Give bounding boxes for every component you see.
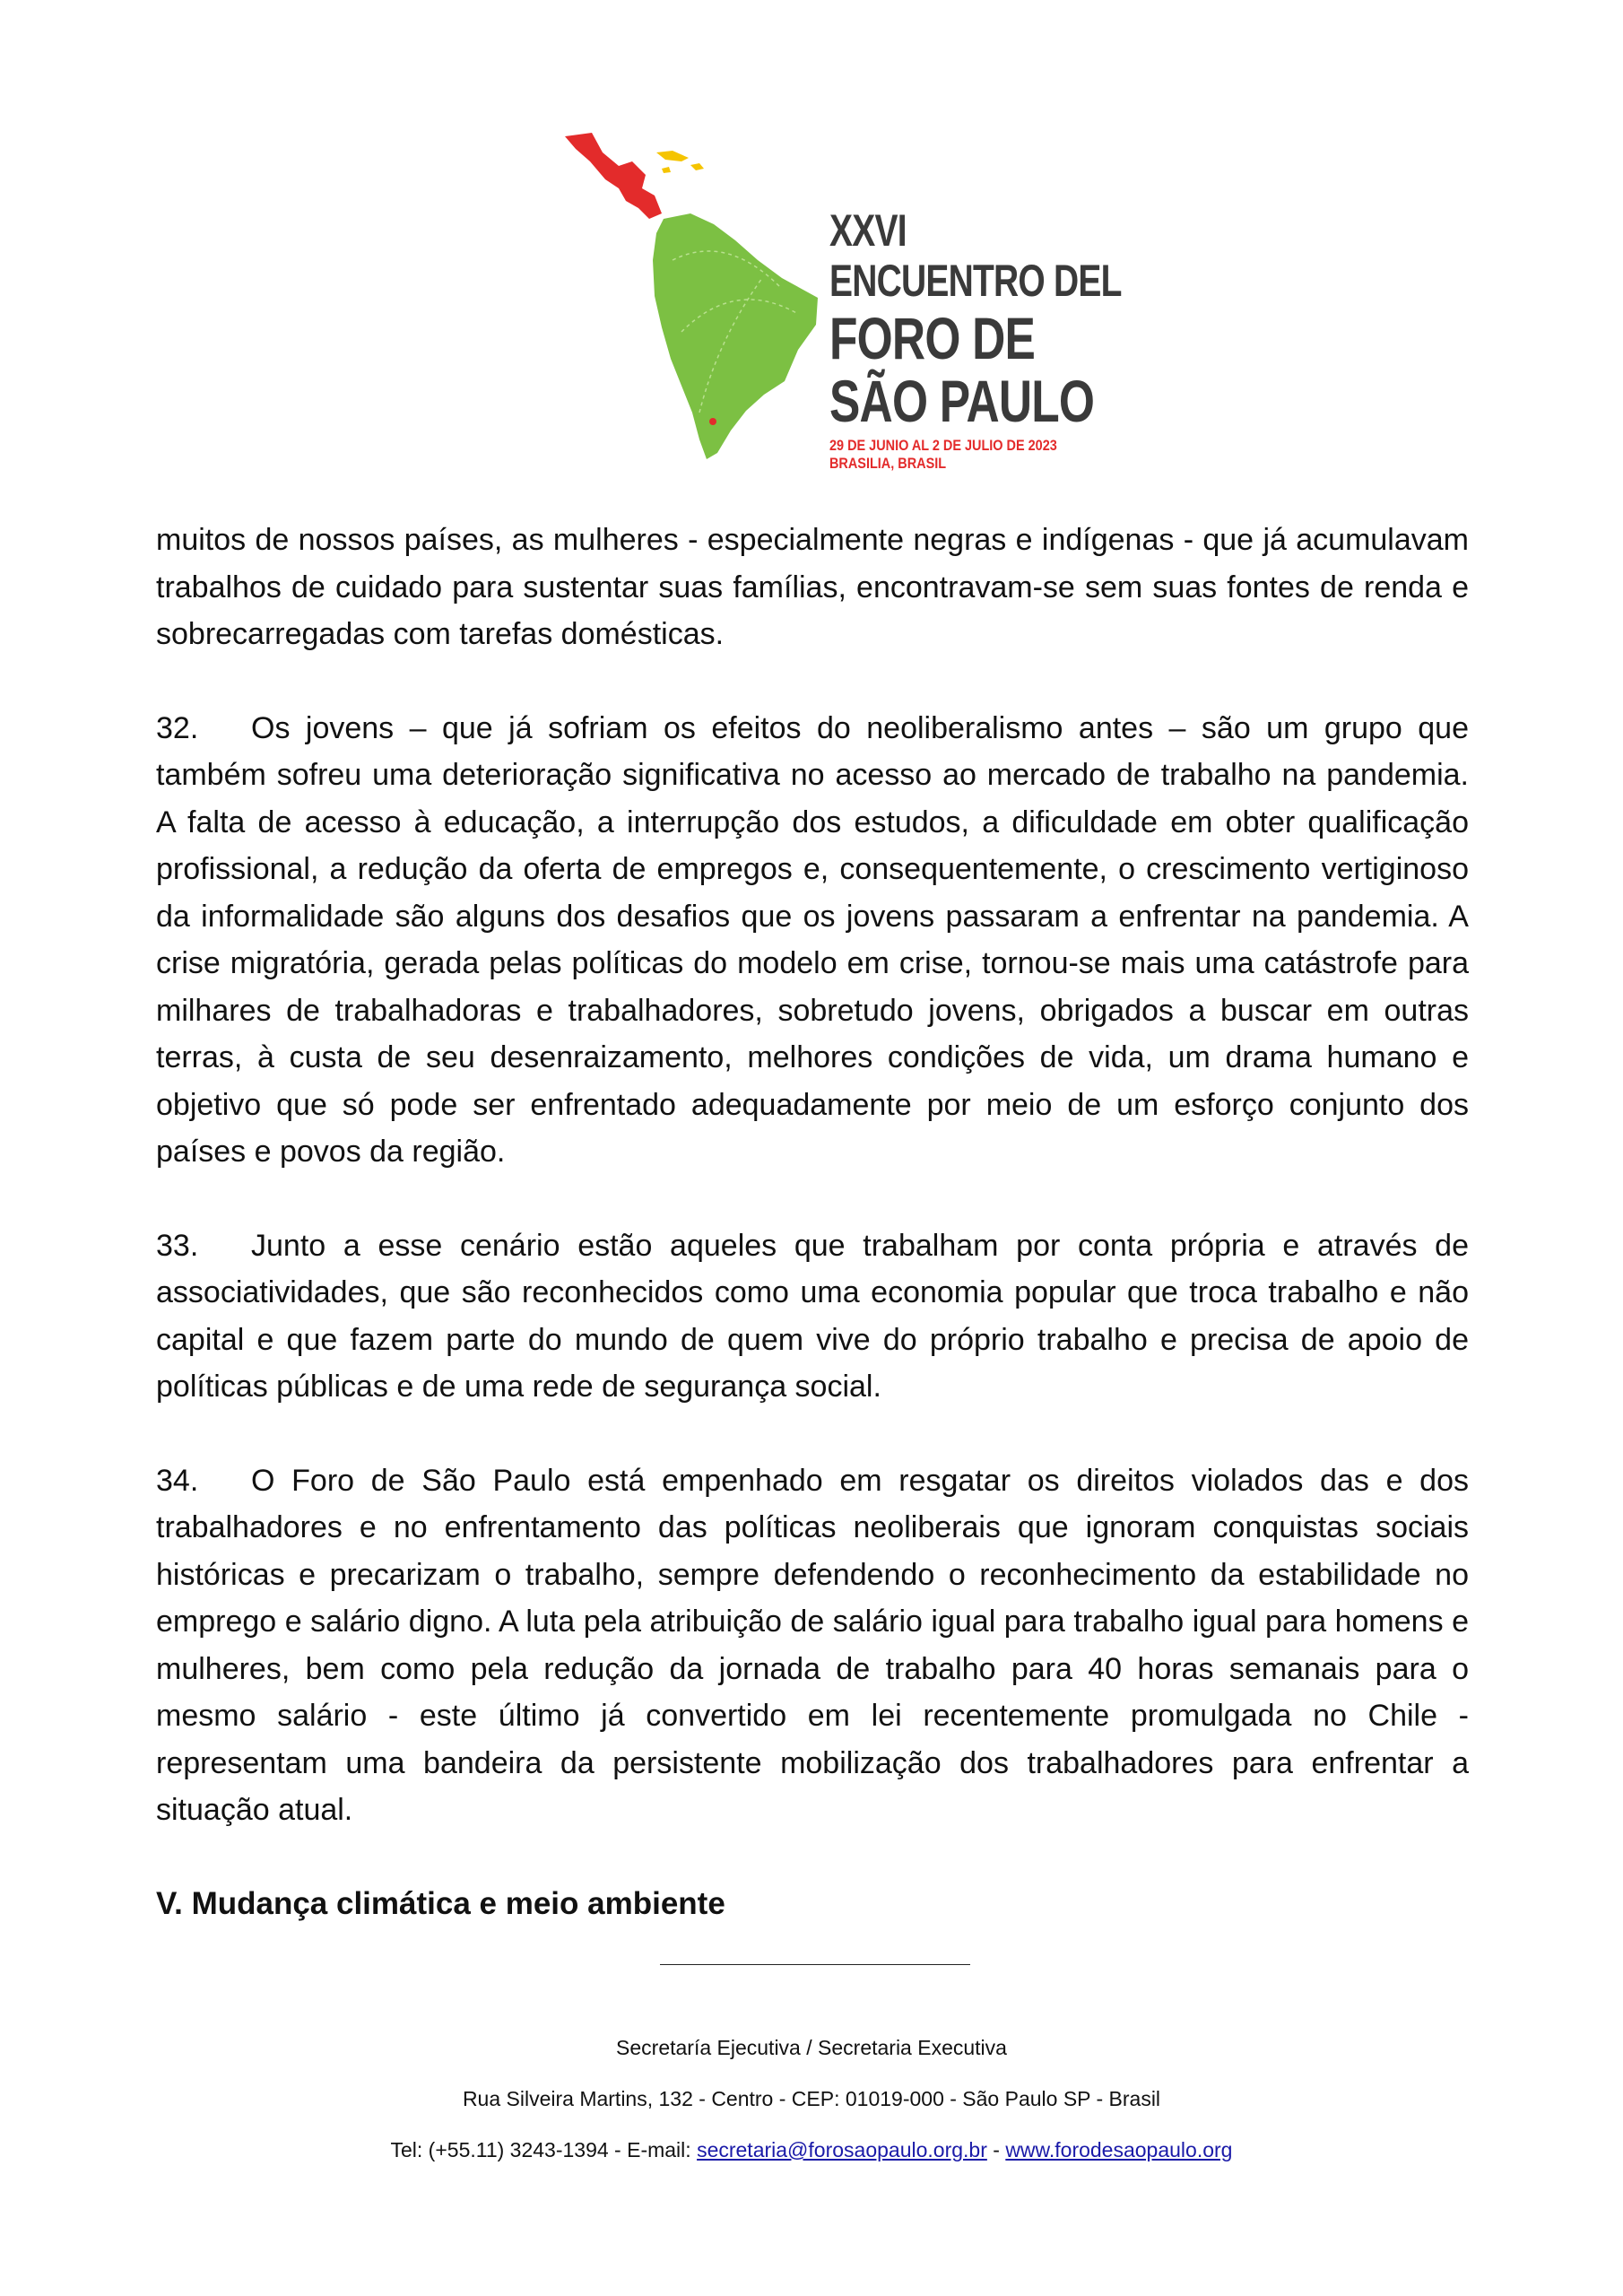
- logo-foro: FORO DE: [829, 305, 1036, 371]
- latin-america-map-icon: [556, 126, 825, 466]
- logo-encuentro: ENCUENTRO DEL: [829, 256, 1122, 306]
- logo-dates: 29 DE JUNIO AL 2 DE JULIO DE 2023: [829, 437, 1057, 454]
- paragraph-text: Os jovens – que já sofriam os efeitos do neoliberalismo antes – são um grupo que também sofreu uma deterioração significativa no acesso ao mercado de trabalho na pandemia. A falta de acesso à educação, a interrupção dos estudos, a dificuldade em obter qualificação profissional, a redução da oferta de empregos e, consequentemente, o crescimento vertiginoso da informalidade são alguns dos desafios que os jovens passaram a enfrentar na pandemia. A crise migratória, gerada pelas políticas do modelo em crise, tornou-se mais uma catástrofe para milhares de trabalhadoras e trabalhadores, sobretudo jovens, obrigados a buscar em outras terras, à custa de seu desenraizamento, melhores condições de vida, um drama humano e objetivo que só pode ser enfrentado adequadamente por meio de um esforço conjunto dos países e povos da região.: [156, 710, 1469, 1169]
- paragraph-intro: muitos de nossos países, as mulheres - especialmente negras e indígenas - que já acumulavam trabalhos de cuidado para sustentar suas famílias, encontravam-se sem suas fontes de renda e sobrecarregadas com tarefas domésticas.: [156, 523, 1469, 651]
- paragraph-32: [156, 705, 1469, 1176]
- footer-contact: [0, 2138, 1623, 2162]
- logo-location: BRASILIA, BRASIL: [829, 455, 947, 472]
- section-heading: V. Mudança climática e meio ambiente: [156, 1885, 725, 1921]
- website-link[interactable]: www.forodesaopaulo.org: [1005, 2138, 1233, 2161]
- footer-tel: Tel: (+55.11) 3243-1394 - E-mail:: [390, 2138, 698, 2161]
- logo-sao-paulo: SÃO PAULO: [829, 368, 1095, 434]
- footer-separator: -: [986, 2138, 1006, 2161]
- footer-secretariat: Secretaría Ejecutiva / Secretaria Executiva: [616, 2036, 1007, 2059]
- footer-address: Rua Silveira Martins, 132 - Centro - CEP: 01019-000 - São Paulo SP - Brasil: [462, 2087, 1161, 2110]
- logo-edition: XXVI: [829, 205, 907, 256]
- paragraph-number: 33.: [156, 1228, 199, 1263]
- paragraph-number: 32.: [156, 710, 199, 745]
- paragraph-33: [156, 1222, 1469, 1411]
- event-logo: [556, 126, 1122, 472]
- footer-divider: [660, 1964, 970, 1965]
- document-body: [156, 517, 1469, 1927]
- logo-text: [829, 205, 1122, 474]
- email-link[interactable]: secretaria@forosaopaulo.org.br: [697, 2138, 987, 2161]
- paragraph-text: O Foro de São Paulo está empenhado em resgatar os direitos violados das e dos trabalhadores e no enfrentamento das políticas neoliberais que ignoram conquistas sociais históricas e precarizam o trabalho, sempre defendendo o reconhecimento da estabilidade no emprego e salário digno. A luta pela atribuição de salário igual para trabalho igual para homens e mulheres, bem como pela redução da jornada de trabalho para 40 horas semanais para o mesmo salário - este último já convertido em lei recentemente promulgada no Chile - representam uma bandeira da persistente mobilização dos trabalhadores para enfrentar a situação atual.: [156, 1463, 1469, 1827]
- paragraph-number: 34.: [156, 1463, 199, 1498]
- paragraph-text: Junto a esse cenário estão aqueles que trabalham por conta própria e através de associatividades, que são reconhecidos como uma economia popular que troca trabalho e não capital e que fazem parte do mundo de quem vive do próprio trabalho e precisa de apoio de políticas públicas e de uma rede de segurança social.: [156, 1228, 1469, 1404]
- paragraph-34: [156, 1457, 1469, 1834]
